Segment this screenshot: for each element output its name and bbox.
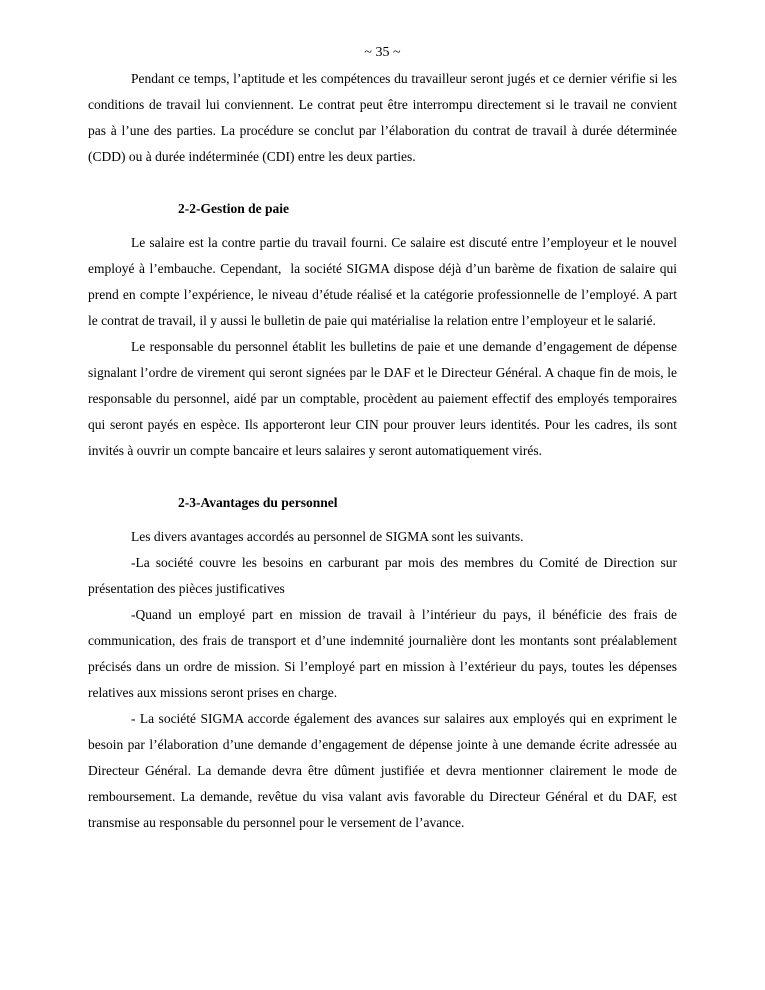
- document-page: [88, 40, 681, 836]
- spacer: [88, 222, 677, 230]
- avantages-item-carburant: -La société couvre les besoins en carburant par mois des membres du Comité de Direction sur présentation des pièces justificatives: [88, 555, 681, 596]
- avantages-item-mission: -Quand un employé part en mission de travail à l’intérieur du pays, il bénéficie des frais de communication, des frais de transport et d’une indemnité journalière dont les montants sont préalablement précisés dans un ordre de mission. Si l’employé part en mission à l’extérieur du pays, toutes les dépenses relatives aux missions seront prises en charge.: [88, 607, 681, 700]
- spacer: [88, 516, 677, 524]
- avantages-item-avances: - La société SIGMA accorde également des avances sur salaires aux employés qui en expriment le besoin par l’élaboration d’une demande d’engagement de dépense jointe à une demande écrite adressée au Directeur Général. La demande devra être dûment justifiée et devra mentionner clairement le mode de remboursement. La demande, revêtue du visa valant avis favorable du Directeur Général et du DAF, est transmise au responsable du personnel pour le versement de l’avance.: [88, 711, 681, 830]
- spacer: [88, 170, 677, 196]
- avantages-intro: Les divers avantages accordés au personnel de SIGMA sont les suivants.: [131, 529, 524, 544]
- paie-paragraph-2: Le responsable du personnel établit les bulletins de paie et une demande d’engagement de dépense signalant l’ordre de virement qui seront signées par le DAF et le Directeur Général. A chaque fin de mois, le responsable du personnel, aidé par un comptable, procèdent au paiement effectif des employés temporaires qui seront payés en espèce. Ils apporteront leur CIN pour prouver leurs identités. Pour les cadres, ils sont invités à ouvrir un compte bancaire et leurs salaires y seront automatiquement virés.: [88, 339, 681, 458]
- section-heading-paie: 2-2-Gestion de paie: [178, 201, 289, 216]
- paie-paragraph-1: Le salaire est la contre partie du travail fourni. Ce salaire est discuté entre l’employeur et le nouvel employé à l’embauche. Cependant, la société SIGMA dispose déjà d’un barème de fixation de salaire qui prend en compte l’expérience, le niveau d’étude réalisé et la catégorie professionnelle de l’employé. A part le contrat de travail, il y aussi le bulletin de paie qui matérialise la relation entre l’employeur et le salarié.: [88, 235, 681, 328]
- intro-paragraph: Pendant ce temps, l’aptitude et les compétences du travailleur seront jugés et ce dernier vérifie si les conditions de travail lui conviennent. Le contrat peut être interrompu directement si le travail ne convient pas à l’une des parties. La procédure se conclut par l’élaboration du contrat de travail à durée déterminée (CDD) ou à durée indéterminée (CDI) entre les deux parties.: [88, 71, 681, 164]
- spacer: [88, 464, 677, 490]
- section-heading-avantages: 2-3-Avantages du personnel: [178, 495, 338, 510]
- page-number: ~ 35 ~: [364, 45, 401, 60]
